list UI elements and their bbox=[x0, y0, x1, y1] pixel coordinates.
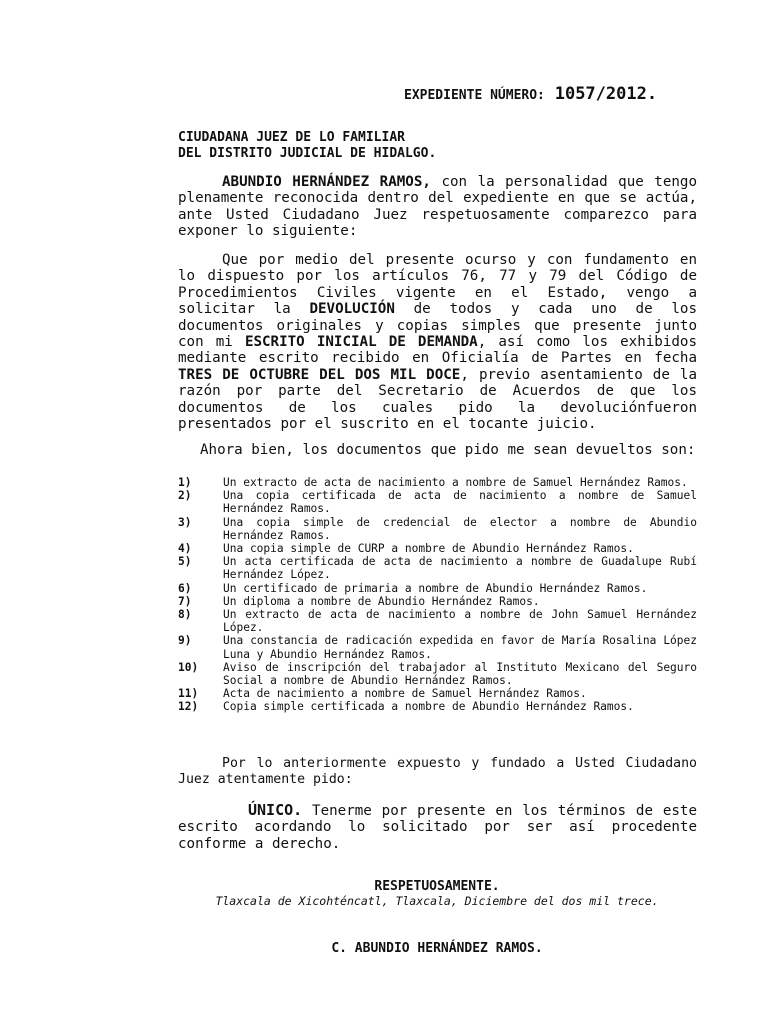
document-item-text: Un extracto de acta de nacimiento a nombre de Samuel Hernández Ramos. bbox=[223, 476, 688, 489]
document-item-text: Un extracto de acta de nacimiento a nombre de John Samuel Hernández López. bbox=[223, 608, 697, 635]
request-bold-date: TRES DE OCTUBRE DEL DOS MIL DOCE bbox=[178, 366, 461, 383]
petitioner-name: ABUNDIO HERNÁNDEZ RAMOS, bbox=[222, 174, 431, 190]
document-item-number: 2) bbox=[178, 489, 192, 503]
addressee-line-2: DEL DISTRITO JUDICIAL DE HIDALGO. bbox=[178, 146, 437, 161]
document-list-item bbox=[178, 687, 697, 700]
document-list-item bbox=[178, 489, 697, 515]
case-number-label: EXPEDIENTE NÚMERO: bbox=[404, 88, 545, 103]
closing-request-paragraph bbox=[178, 756, 697, 789]
document-item-number: 12) bbox=[178, 700, 199, 714]
closing-request-text: Por lo anteriormente expuesto y fundado a Usted Ciudadano Juez atentamente pido: bbox=[178, 756, 697, 788]
document-item-number: 6) bbox=[178, 581, 192, 595]
unico-label: ÚNICO. bbox=[248, 801, 303, 819]
document-list-item bbox=[178, 608, 697, 634]
document-list-item bbox=[178, 661, 697, 687]
place-and-date: Tlaxcala de Xicohténcatl, Tlaxcala, Diciembre del dos mil trece. bbox=[215, 894, 659, 908]
document-item-number: 3) bbox=[178, 515, 192, 529]
document-item-number: 10) bbox=[178, 660, 199, 674]
respectfully-heading: RESPETUOSAMENTE. bbox=[374, 879, 500, 894]
document-list-item bbox=[178, 700, 697, 713]
documents-list bbox=[178, 476, 697, 714]
document-item-number: 1) bbox=[178, 476, 192, 489]
document-item-text: Un acta certificada de acta de nacimiento a nombre de Guadalupe Rubí Hernández López. bbox=[223, 555, 697, 582]
signature-name: C. ABUNDIO HERNÁNDEZ RAMOS. bbox=[331, 941, 543, 956]
document-item-number: 4) bbox=[178, 542, 192, 556]
document-item-number: 9) bbox=[178, 634, 192, 648]
unico-text: Tenerme por presente en los términos de este escrito acordando lo solicitado por ser así procedente conforme a derecho. bbox=[178, 803, 697, 852]
case-number-value: 1057/2012. bbox=[554, 84, 658, 104]
document-list-item bbox=[178, 582, 697, 595]
addressee-block bbox=[178, 130, 436, 162]
document-item-number: 5) bbox=[178, 555, 192, 569]
document-item-text: Una constancia de radicación expedida en favor de María Rosalina López Luna y Abundio Hernández Ramos. bbox=[223, 634, 697, 661]
intro-paragraph bbox=[178, 174, 697, 240]
document-item-text: Una copia certificada de acta de nacimiento a nombre de Samuel Hernández Ramos. bbox=[223, 489, 697, 516]
document-list-item bbox=[178, 476, 697, 489]
case-number-heading bbox=[404, 84, 657, 104]
document-list-item bbox=[178, 516, 697, 542]
document-item-text: Un certificado de primaria a nombre de Abundio Hernández Ramos. bbox=[223, 581, 648, 595]
list-intro-paragraph bbox=[178, 442, 697, 458]
document-item-number: 8) bbox=[178, 608, 192, 622]
document-item-text: Copia simple certificada a nombre de Abundio Hernández Ramos. bbox=[223, 700, 634, 714]
document-item-text: Un diploma a nombre de Abundio Hernández Ramos. bbox=[223, 594, 540, 608]
request-text-3: , así como los exhibidos mediante escrito recibido en Oficialía de Partes en fecha bbox=[178, 334, 698, 367]
document-list-item bbox=[178, 542, 697, 555]
document-item-number: 11) bbox=[178, 687, 199, 701]
list-intro-text: Ahora bien, los documentos que pido me sean devueltos son: bbox=[200, 442, 696, 458]
document-item-number: 7) bbox=[178, 594, 192, 608]
document-item-text: Aviso de inscripción del trabajador al Instituto Mexicano del Seguro Social a nombre de Abundio Hernández Ramos. bbox=[223, 660, 697, 688]
request-text-2: de todos y cada uno de los documentos originales y copias simples que presente junto con mi bbox=[178, 301, 697, 351]
addressee-line-1: CIUDADANA JUEZ DE LO FAMILIAR bbox=[178, 130, 405, 145]
document-item-text: Una copia simple de CURP a nombre de Abundio Hernández Ramos. bbox=[223, 542, 634, 556]
request-paragraph bbox=[178, 252, 697, 432]
request-text-1: Que por medio del presente ocurso y con fundamento en lo dispuesto por los artículos 76, 77 y 79 del Código de Procedimientos Civiles vigente en el Estado, vengo a solicitar la bbox=[178, 252, 697, 318]
request-bold-devolucion: DEVOLUCIÓN bbox=[309, 301, 395, 318]
document-item-text: Acta de nacimiento a nombre de Samuel Hernández Ramos. bbox=[223, 687, 587, 701]
request-bold-escrito: ESCRITO INICIAL DE DEMANDA bbox=[244, 334, 478, 351]
unico-paragraph bbox=[178, 802, 697, 852]
document-item-text: Una copia simple de credencial de elector a nombre de Abundio Hernández Ramos. bbox=[223, 515, 697, 542]
document-list-item bbox=[178, 555, 697, 581]
request-text-4: , previo asentamiento de la razón por parte del Secretario de Acuerdos de que los documentos de los cuales pido la devoluciónfueron presentados por el suscrito en el tocante juicio. bbox=[178, 366, 697, 433]
document-list-item bbox=[178, 595, 697, 608]
document-list-item bbox=[178, 634, 697, 660]
intro-text: con la personalidad que tengo plenamente reconocida dentro del expediente en que se actúa, ante Usted Ciudadano Juez respetuosamente comparezco para exponer lo siguiente: bbox=[178, 174, 698, 240]
